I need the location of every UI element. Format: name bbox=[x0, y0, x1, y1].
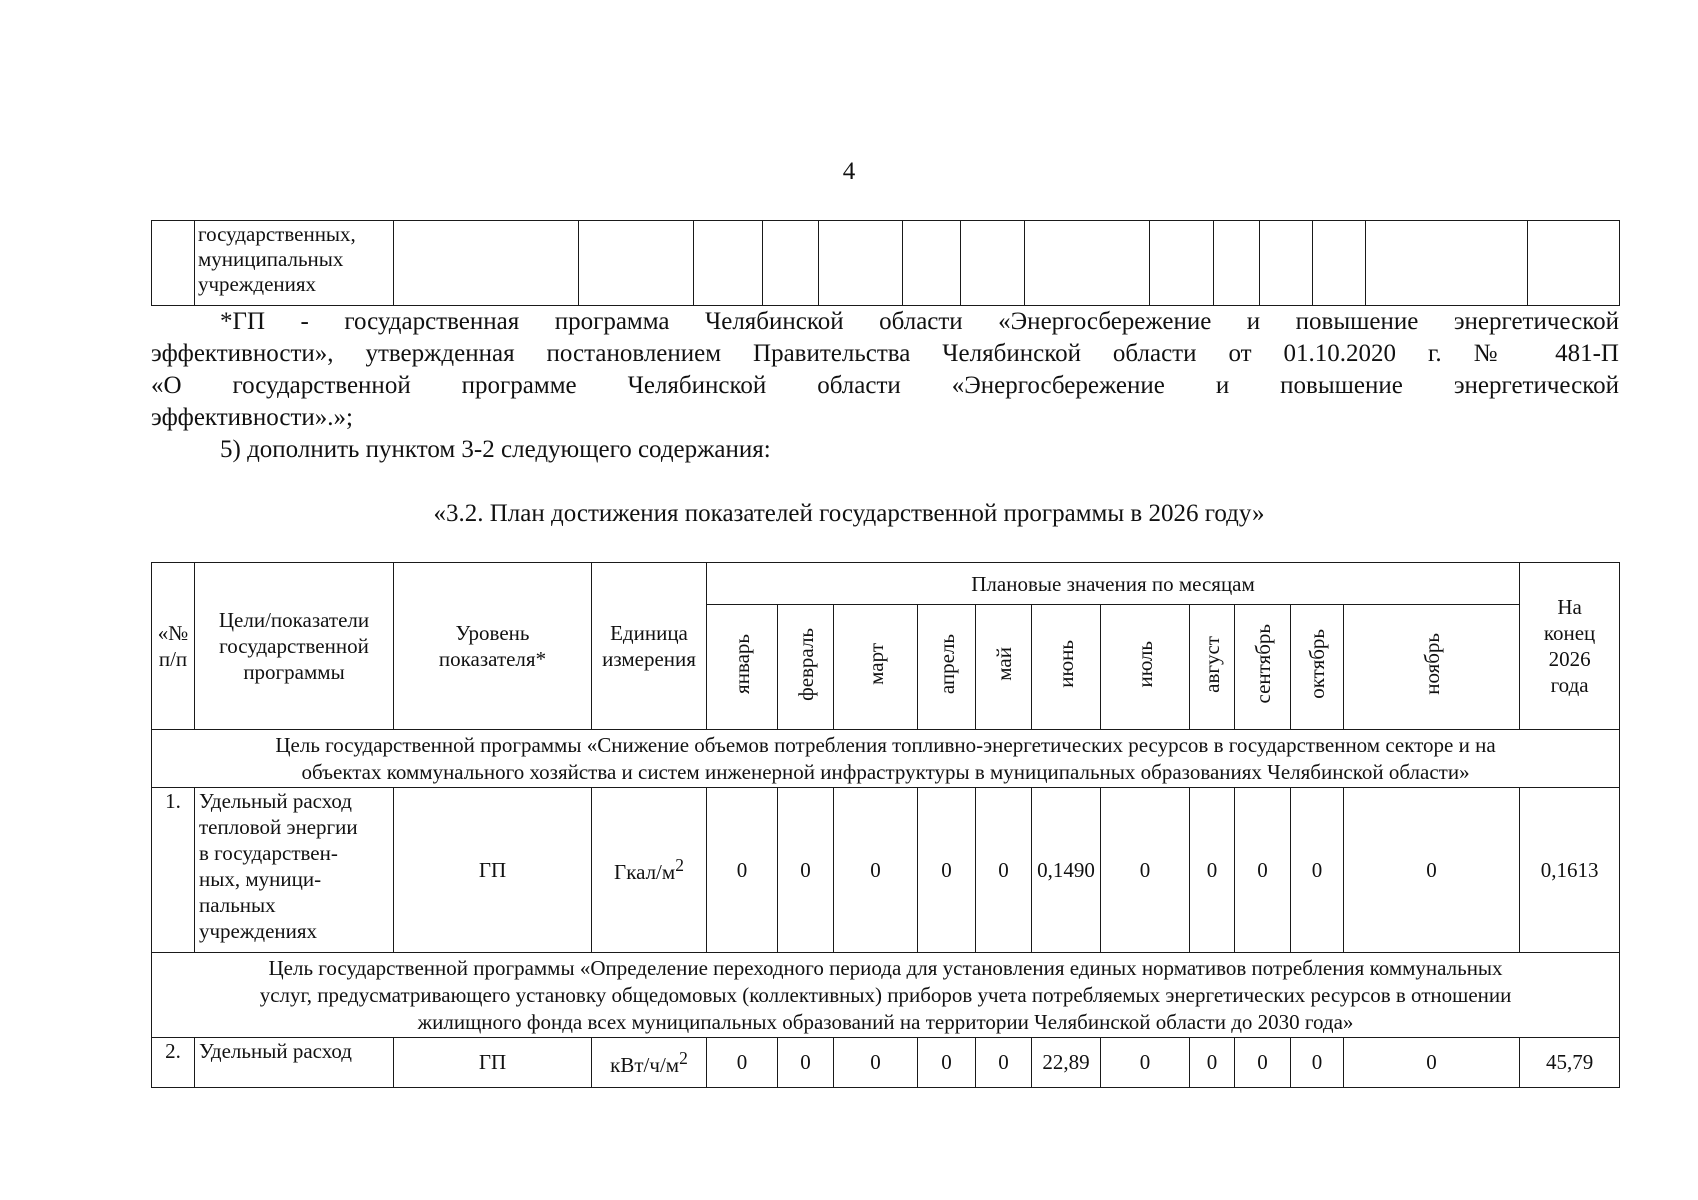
month-value: 0 bbox=[707, 788, 778, 953]
indicator-level: ГП bbox=[394, 788, 592, 953]
header-end-line: года bbox=[1550, 673, 1589, 697]
unit-superscript: 2 bbox=[675, 855, 684, 875]
item-5-text: 5) дополнить пунктом 3-2 следующего содержания: bbox=[220, 436, 771, 463]
empty-cell bbox=[1366, 221, 1528, 306]
goal-row bbox=[152, 953, 1620, 1038]
indicator-line: тепловой энергии bbox=[199, 815, 358, 839]
month-label: август bbox=[1200, 635, 1224, 693]
header-num-line: п/п bbox=[158, 647, 188, 671]
indicator-name-cell bbox=[195, 221, 394, 306]
header-unit bbox=[592, 563, 707, 730]
month-header bbox=[707, 605, 778, 730]
indicator-level: ГП bbox=[394, 1038, 592, 1088]
indicator-line: пальных bbox=[199, 893, 276, 917]
indicator-line: учреждениях bbox=[199, 919, 318, 943]
month-value: 0 bbox=[918, 1038, 976, 1088]
month-value: 0 bbox=[1235, 788, 1291, 953]
month-value: 0 bbox=[976, 1038, 1032, 1088]
month-header bbox=[1235, 605, 1291, 730]
end-value: 0,1613 bbox=[1520, 788, 1620, 953]
month-label: апрель bbox=[934, 633, 959, 695]
empty-cell bbox=[152, 221, 195, 306]
footnote-line: «О государственной программе Челябинской области «Энергосбережение и повышение энергетической bbox=[151, 372, 1619, 399]
indicator-line: Удельный расход bbox=[199, 1039, 352, 1063]
unit-text: Гкал/м bbox=[614, 860, 676, 884]
header-end-line: конец bbox=[1543, 621, 1596, 645]
page-number: 4 bbox=[842, 158, 856, 185]
header-unit-line: измерения bbox=[602, 647, 696, 671]
empty-cell bbox=[763, 221, 819, 306]
header-num-line: «№ bbox=[157, 621, 189, 645]
header-goal-line: программы bbox=[243, 660, 345, 684]
footnote-line: эффективности».»; bbox=[151, 404, 353, 431]
indicator-unit bbox=[592, 788, 707, 953]
month-header bbox=[1291, 605, 1344, 730]
indicator-unit bbox=[592, 1038, 707, 1088]
header-goal-line: государственной bbox=[219, 634, 369, 658]
month-value: 0,1490 bbox=[1032, 788, 1101, 953]
header-level-line: показателя* bbox=[438, 647, 547, 671]
indicator-line: муниципальных bbox=[198, 247, 344, 271]
month-value: 0 bbox=[1344, 1038, 1520, 1088]
header-num bbox=[152, 563, 195, 730]
indicator-line: ных, муници- bbox=[199, 867, 322, 891]
month-value: 22,89 bbox=[1032, 1038, 1101, 1088]
month-header bbox=[1190, 605, 1235, 730]
empty-cell bbox=[903, 221, 961, 306]
header-level bbox=[394, 563, 592, 730]
month-value: 0 bbox=[778, 788, 834, 953]
goal-line: объектах коммунального хозяйства и систем инженерной инфраструктуры в муниципальных образованиях Челябинской области» bbox=[301, 759, 1470, 784]
header-monthly: Плановые значения по месяцам bbox=[707, 563, 1520, 605]
month-value: 0 bbox=[778, 1038, 834, 1088]
end-value: 45,79 bbox=[1520, 1038, 1620, 1088]
header-goal bbox=[195, 563, 394, 730]
goal-line: Цель государственной программы «Определение переходного периода для установления единых нормативов потребления коммунальных bbox=[268, 955, 1503, 980]
month-label: сентябрь bbox=[1250, 624, 1275, 704]
month-label: февраль bbox=[793, 627, 818, 701]
goal-line: услуг, предусматривающего установку общедомовых (коллективных) приборов учета потребляемых энергетических ресурсов в отношении bbox=[259, 982, 1512, 1007]
unit-superscript: 2 bbox=[679, 1047, 688, 1068]
indicator-line: учреждениях bbox=[198, 272, 317, 296]
month-label: ноябрь bbox=[1419, 633, 1444, 695]
month-label: март bbox=[863, 643, 888, 685]
row-number: 1. bbox=[152, 788, 195, 953]
empty-cell bbox=[1313, 221, 1366, 306]
header-end-line: 2026 bbox=[1548, 647, 1591, 671]
month-value: 0 bbox=[707, 1038, 778, 1088]
month-label: июнь bbox=[1054, 640, 1078, 688]
goal-row bbox=[152, 730, 1620, 788]
month-header bbox=[778, 605, 834, 730]
month-header bbox=[1032, 605, 1101, 730]
indicator-line: государственных, bbox=[198, 222, 356, 246]
indicator-name bbox=[195, 788, 394, 953]
empty-cell bbox=[579, 221, 694, 306]
month-header bbox=[976, 605, 1032, 730]
empty-cell bbox=[961, 221, 1025, 306]
month-value: 0 bbox=[1101, 788, 1190, 953]
month-value: 0 bbox=[1344, 788, 1520, 953]
month-value: 0 bbox=[1190, 1038, 1235, 1088]
empty-cell bbox=[1528, 221, 1620, 306]
header-end-line: На bbox=[1557, 595, 1582, 619]
month-label: июль bbox=[1133, 640, 1157, 688]
empty-cell bbox=[1214, 221, 1260, 306]
month-value: 0 bbox=[834, 788, 918, 953]
empty-cell bbox=[394, 221, 579, 306]
footnote-line: эффективности», утвержденная постановлением Правительства Челябинской области от 01.10.2020 г. № 481-П bbox=[151, 340, 1619, 367]
month-value: 0 bbox=[834, 1038, 918, 1088]
header-end-of-year bbox=[1520, 563, 1620, 730]
month-header bbox=[918, 605, 976, 730]
section-title: «3.2. План достижения показателей государственной программы в 2026 году» bbox=[433, 500, 1265, 527]
goal-line: Цель государственной программы «Снижение объемов потребления топливно-энергетических ресурсов в государственном секторе и на bbox=[275, 732, 1496, 757]
row-number: 2. bbox=[152, 1038, 195, 1088]
indicator-line: в государствен- bbox=[199, 841, 338, 865]
month-header bbox=[1101, 605, 1190, 730]
month-label: май bbox=[991, 647, 1016, 681]
empty-cell bbox=[1025, 221, 1150, 306]
unit-text: кВт/ч/м bbox=[610, 1052, 680, 1077]
footnote-line: *ГП - государственная программа Челябинской области «Энергосбережение и повышение энергетической bbox=[220, 308, 1619, 335]
header-unit-line: Единица bbox=[610, 621, 688, 645]
month-value: 0 bbox=[1190, 788, 1235, 953]
empty-cell bbox=[694, 221, 763, 306]
indicator-line: Удельный расход bbox=[199, 789, 352, 813]
month-label: октябрь bbox=[1305, 629, 1329, 699]
plan-table bbox=[151, 562, 1620, 1088]
month-value: 0 bbox=[1291, 788, 1344, 953]
month-value: 0 bbox=[976, 788, 1032, 953]
goal-line: жилищного фонда всех муниципальных образований на территории Челябинской области до 2030 года» bbox=[417, 1009, 1354, 1034]
empty-cell bbox=[1150, 221, 1214, 306]
month-label: январь bbox=[730, 634, 754, 694]
month-value: 0 bbox=[1235, 1038, 1291, 1088]
header-goal-line: Цели/показатели bbox=[218, 608, 370, 632]
empty-cell bbox=[819, 221, 903, 306]
month-value: 0 bbox=[1291, 1038, 1344, 1088]
continued-table bbox=[151, 220, 1620, 306]
indicator-name bbox=[195, 1038, 394, 1088]
empty-cell bbox=[1260, 221, 1313, 306]
month-header bbox=[1344, 605, 1520, 730]
month-header bbox=[834, 605, 918, 730]
header-level-line: Уровень bbox=[455, 621, 530, 645]
month-value: 0 bbox=[918, 788, 976, 953]
month-value: 0 bbox=[1101, 1038, 1190, 1088]
